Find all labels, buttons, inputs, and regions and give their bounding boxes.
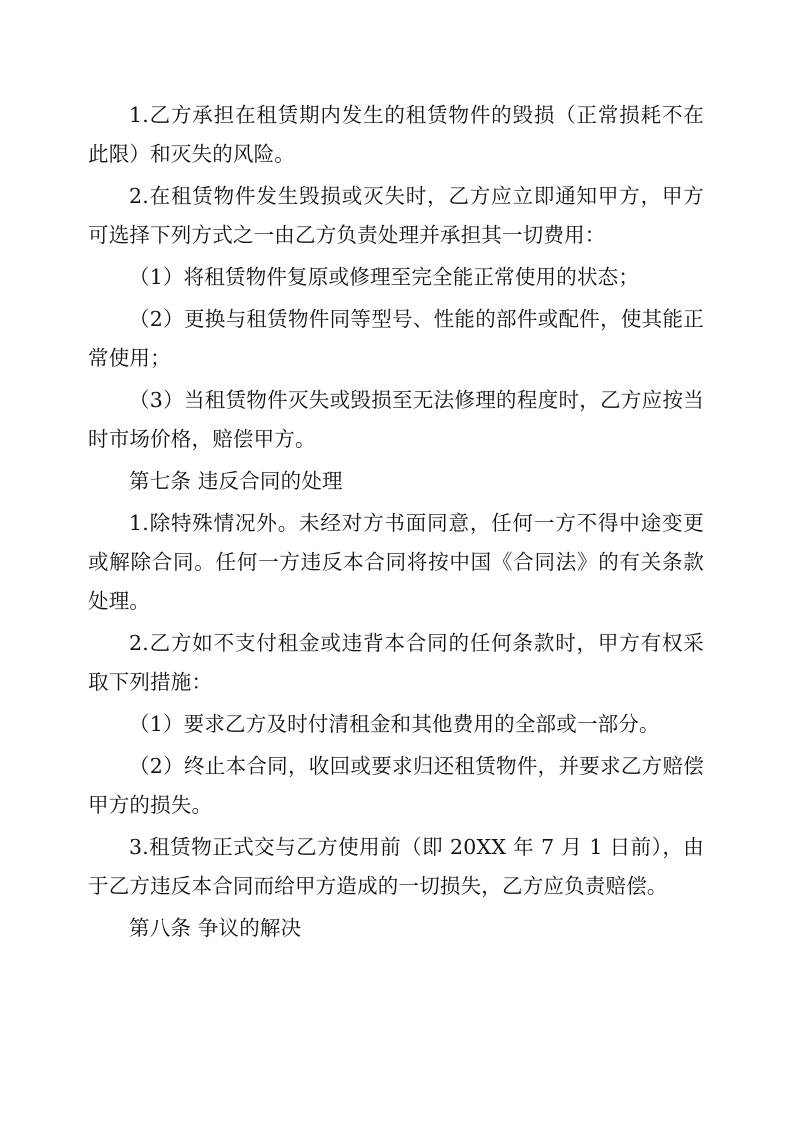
paragraph-option-replace: （2）更换与租赁物件同等型号、性能的部件或配件，使其能正常使用； bbox=[88, 307, 704, 370]
paragraph-no-termination: 1.除特殊情况外。未经对方书面同意，任何一方不得中途变更或解除合同。任何一方违反本合同将按中国《合同法》的有关条款处理。 bbox=[88, 511, 704, 613]
paragraph-measure-terminate: （2）终止本合同，收回或要求归还租赁物件，并要求乙方赔偿甲方的损失。 bbox=[88, 754, 704, 817]
section-heading-article-8: 第八条 争议的解决 bbox=[129, 916, 302, 940]
paragraph-risk-liability: 1.乙方承担在租赁期内发生的租赁物件的毁损（正常损耗不在此限）和灭失的风险。 bbox=[88, 103, 704, 166]
paragraph-pre-delivery-loss: 3.租赁物正式交与乙方使用前（即 20XX 年 7 月 1 日前），由于乙方违反本合同而给甲方造成的一切损失，乙方应负责赔偿。 bbox=[88, 835, 704, 898]
paragraph-breach-measures: 2.乙方如不支付租金或违背本合同的任何条款时，甲方有权采取下列措施： bbox=[88, 631, 704, 694]
paragraph-option-restore: （1）将租赁物件复原或修理至完全能正常使用的状态； bbox=[129, 265, 640, 289]
document-page bbox=[88, 96, 704, 951]
section-heading-article-7: 第七条 违反合同的处理 bbox=[129, 469, 343, 493]
paragraph-measure-pay-rent: （1）要求乙方及时付清租金和其他费用的全部或一部分。 bbox=[129, 712, 660, 736]
paragraph-damage-handling: 2.在租赁物件发生毁损或灭失时，乙方应立即通知甲方，甲方可选择下列方式之一由乙方负责处理并承担其一切费用： bbox=[88, 184, 704, 247]
paragraph-option-compensate: （3）当租赁物件灭失或毁损至无法修理的程度时，乙方应按当时市场价格，赔偿甲方。 bbox=[88, 388, 704, 451]
